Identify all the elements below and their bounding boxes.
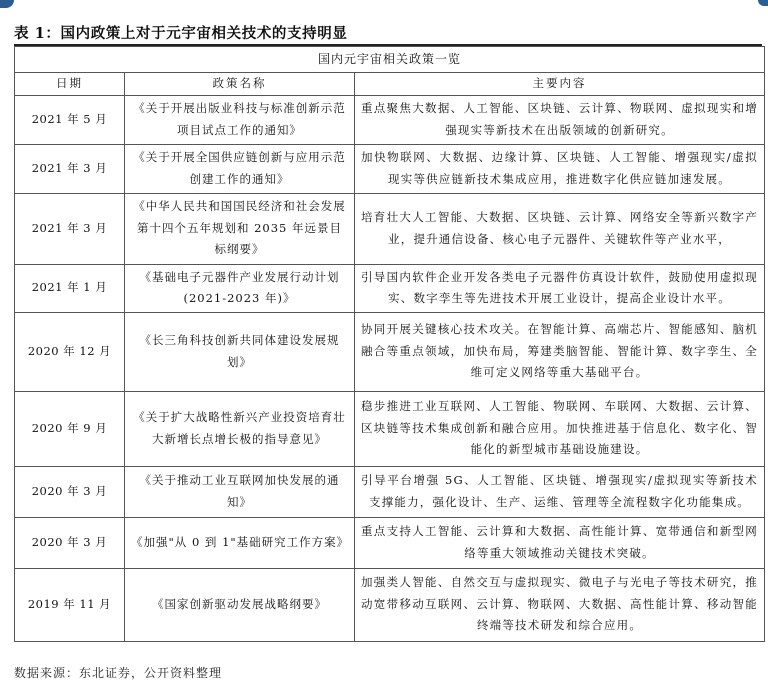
table-row (15, 95, 765, 144)
row-policy-name: 《中华人民共和国国民经济和社会发展第十四个五年规划和 2035 年远景目标纲要》 (125, 193, 355, 264)
row-date: 2021 年 3 月 (15, 144, 125, 193)
row-date: 2020 年 12 月 (15, 312, 125, 391)
row-date: 2020 年 9 月 (15, 391, 125, 466)
row-date: 2021 年 5 月 (15, 95, 125, 144)
table-row (15, 312, 765, 391)
row-content: 重点支持人工智能、云计算和大数据、高性能计算、宽带通信和新型网络等重大领域推动关键技术突破。 (355, 517, 765, 568)
table-row (15, 391, 765, 466)
data-source-note: 数据来源：东北证券，公开资料整理 (14, 666, 223, 680)
header-date: 日期 (15, 73, 125, 96)
row-policy-name: 《基础电子元器件产业发展行动计划(2021-2023 年)》 (125, 264, 355, 312)
table-row (15, 568, 765, 641)
corner-decoration-left (0, 0, 14, 8)
policy-table (14, 46, 765, 642)
table-row (15, 517, 765, 568)
table-row (15, 144, 765, 193)
table-header-row (15, 73, 765, 96)
table-caption: 表 1：国内政策上对于元宇宙相关技术的支持明显 (14, 25, 348, 42)
row-date: 2019 年 11 月 (15, 568, 125, 641)
row-content: 引导国内软件企业开发各类电子元器件仿真设计软件，鼓励使用虚拟现实、数字孪生等先进技术开展工业设计，提高企业设计水平。 (355, 264, 765, 312)
corner-decoration-right (758, 0, 768, 6)
row-content: 协同开展关键核心技术攻关。在智能计算、高端芯片、智能感知、脑机融合等重点领域，加快布局，筹建类脑智能、智能计算、数字孪生、全维可定义网络等重大基础平台。 (355, 312, 765, 391)
table-row (15, 193, 765, 264)
row-content: 引导平台增强 5G、人工智能、区块链、增强现实/虚拟现实等新技术支撑能力，强化设计、生产、运维、管理等全流程数字化功能集成。 (355, 466, 765, 517)
table-title-row (15, 47, 765, 73)
row-content: 加强类人智能、自然交互与虚拟现实、微电子与光电子等技术研究，推动宽带移动互联网、云计算、物联网、大数据、高性能计算、移动智能终端等技术研发和综合应用。 (355, 568, 765, 641)
row-policy-name: 《关于扩大战略性新兴产业投资培育壮大新增长点增长极的指导意见》 (125, 391, 355, 466)
row-policy-name: 《加强"从 0 到 1"基础研究工作方案》 (125, 517, 355, 568)
table-row (15, 264, 765, 312)
table-row (15, 466, 765, 517)
row-date: 2020 年 3 月 (15, 466, 125, 517)
row-content: 加快物联网、大数据、边缘计算、区块链、人工智能、增强现实/虚拟现实等供应链新技术集成应用，推进数字化供应链加速发展。 (355, 144, 765, 193)
row-date: 2021 年 1 月 (15, 264, 125, 312)
header-policy-name: 政策名称 (125, 73, 355, 96)
row-date: 2021 年 3 月 (15, 193, 125, 264)
row-policy-name: 《关于开展出版业科技与标准创新示范项目试点工作的通知》 (125, 95, 355, 144)
table-title: 国内元宇宙相关政策一览 (15, 47, 765, 73)
row-policy-name: 《关于推动工业互联网加快发展的通知》 (125, 466, 355, 517)
row-date: 2020 年 3 月 (15, 517, 125, 568)
row-content: 培育壮大人工智能、大数据、区块链、云计算、网络安全等新兴数字产业，提升通信设备、核心电子元器件、关键软件等产业水平， (355, 193, 765, 264)
header-main-content: 主要内容 (355, 73, 765, 96)
row-policy-name: 《长三角科技创新共同体建设发展规划》 (125, 312, 355, 391)
row-content: 重点聚焦大数据、人工智能、区块链、云计算、物联网、虚拟现实和增强现实等新技术在出版领域的创新研究。 (355, 95, 765, 144)
row-policy-name: 《关于开展全国供应链创新与应用示范创建工作的通知》 (125, 144, 355, 193)
row-policy-name: 《国家创新驱动发展战略纲要》 (125, 568, 355, 641)
row-content: 稳步推进工业互联网、人工智能、物联网、车联网、大数据、云计算、区块链等技术集成创新和融合应用。加快推进基于信息化、数字化、智能化的新型城市基础设施建设。 (355, 391, 765, 466)
